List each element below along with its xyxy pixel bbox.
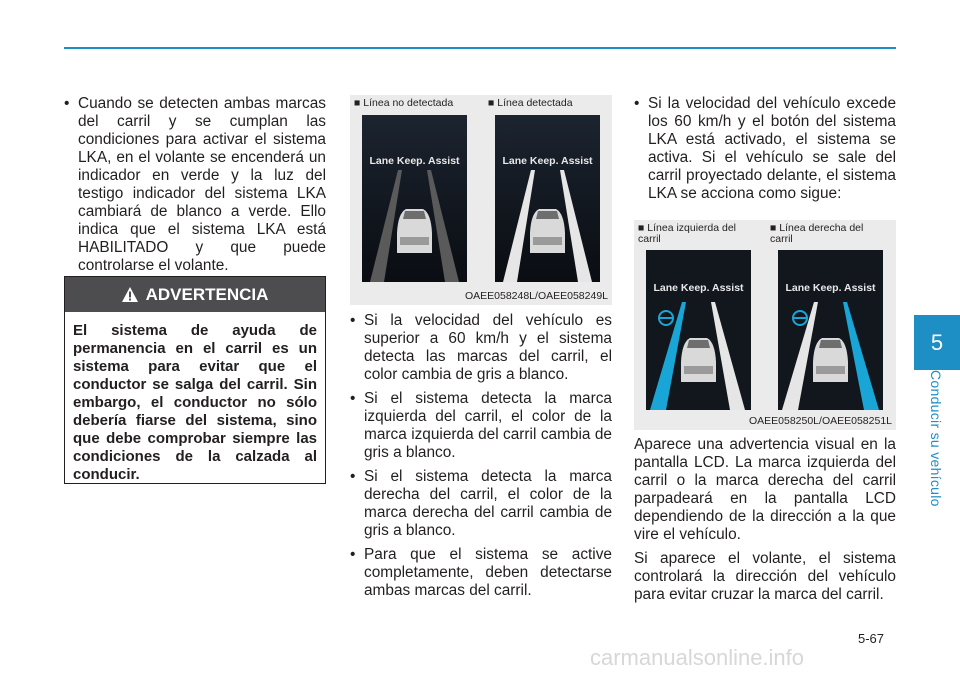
lcd-screen-line-not-detected [362, 115, 467, 282]
car-icon [681, 338, 716, 382]
warning-box [64, 276, 326, 484]
figure-lane-departure [634, 220, 896, 430]
bullet-both-marks: • Para que el sistema se active completamente, deben detectarse ambas marcas del carril. [350, 546, 612, 600]
page-number: 5-67 [858, 631, 885, 646]
watermark: carmanualsonline.info [590, 645, 805, 670]
warning-header [65, 277, 325, 312]
column-1 [64, 95, 326, 281]
bullet-left-mark: • Si el sistema detecta la marca izquierda del carril, el color de la marca izquierda del carril cambia de gris a blanco. [350, 390, 612, 462]
column-3 [634, 95, 896, 209]
paragraph-visual-warning: Aparece una advertencia visual en la pantalla LCD. La marca izquierda del carril o la marca derecha del carril parpadeará en la pantalla LCD dependiendo de la dirección a la que vire el vehículo. [634, 436, 896, 543]
warning-triangle-icon [122, 287, 138, 302]
car-icon [397, 209, 432, 253]
warning-text: El sistema de ayuda de permanencia en el carril es un sistema para evitar que el conductor se salga del carril. Sin embargo, el conductor no sólo debería fiarse del sistema, sino que debe comprobar siempre las condiciones de la calzada al conducir. [73, 322, 317, 483]
figure-lane-detection [350, 95, 612, 305]
figure1-right-label: ■ Línea detectada [488, 97, 573, 109]
screen-title: Lane Keep. Assist [785, 282, 876, 294]
bullet-lka-enabled: • Cuando se detecten ambas marcas del carril y se cumplan las condiciones para activar el sistema LKA, en el volante se encenderá un indicador en verde y la luz del testigo indicador del sistema LKA cambiará de blanco a verde. Ello indica que el sistema LKA está HABILITADO y que puede controlarse el volante. [64, 95, 326, 275]
paragraph-steering-control: Si aparece el volante, el sistema controlará la dirección del vehículo para evitar cruzar la marca del carril. [634, 550, 896, 603]
bullet-speed-detect: • Si la velocidad del vehículo es superior a 60 km/h y el sistema detecta las marcas del carril, el color cambia de gris a blanco. [350, 312, 612, 384]
screen-title: Lane Keep. Assist [502, 155, 593, 167]
header-rule [64, 47, 896, 49]
lcd-screen-left-departure [646, 250, 751, 410]
figure2-left-label: ■ Línea izquierda del carril [638, 222, 736, 245]
screen-title: Lane Keep. Assist [653, 282, 744, 294]
chapter-title: Conducir su vehículo [928, 369, 944, 507]
figure2-right-label: ■ Línea derecha del carril [770, 222, 864, 245]
lcd-screen-right-departure [778, 250, 883, 410]
bullet-system-activates: • Si la velocidad del vehículo excede los 60 km/h y el botón del sistema LKA está activado, el sistema se activa. Si el vehículo se sale del carril proyectado delante, el sistema LKA se acciona como sigue: [634, 95, 896, 203]
chapter-tab [914, 315, 960, 370]
car-icon [813, 338, 848, 382]
column-2 [350, 312, 612, 606]
column-3-lower [634, 436, 896, 610]
lcd-screen-line-detected [495, 115, 600, 282]
chapter-number: 5 [930, 329, 944, 355]
bullet-right-mark: • Si el sistema detecta la marca derecha del carril, el color de la marca derecha del carril cambia de gris a blanco. [350, 468, 612, 540]
screen-title: Lane Keep. Assist [369, 155, 460, 167]
car-icon [530, 209, 565, 253]
figure1-code: OAEE058248L/OAEE058249L [464, 290, 608, 302]
figure1-left-label: ■ Línea no detectada [354, 97, 454, 109]
warning-title: ADVERTENCIA [145, 284, 269, 304]
figure2-code: OAEE058250L/OAEE058251L [748, 415, 892, 427]
